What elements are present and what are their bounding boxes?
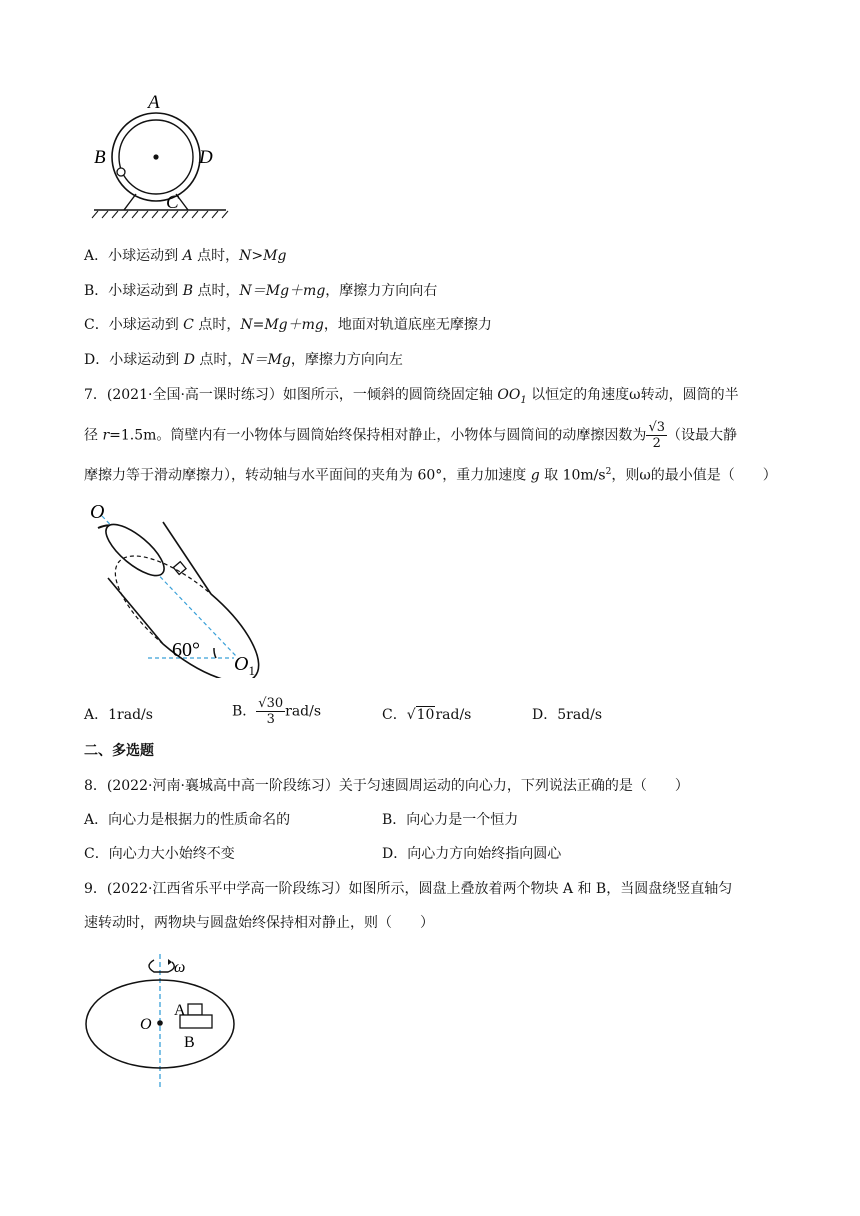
section-heading: 二、多选题: [84, 743, 154, 759]
q6-option-c: C．小球运动到 C 点时，N=Mg＋mg，地面对轨道底座无摩擦力: [84, 317, 492, 333]
label-O: O: [90, 501, 105, 523]
friction-coefficient-fraction: $\frac{√3}{2}$: [648, 420, 665, 451]
q7-option-b: B． $\frac{√30}{3}$ rad/s: [232, 696, 322, 727]
q7-stem-line1: 7．(2021·全国·高一课时练习）如图所示，一倾斜的圆筒绕固定轴 $OO_1$ 以恒定的角速度ω转动，圆筒的半: [84, 387, 739, 406]
angle-label: 60°: [172, 639, 200, 661]
q9-stem-line2: 速转动时，两物块与圆盘始终保持相对静止，则（ ）: [84, 915, 434, 931]
omega-label: ω: [174, 959, 186, 976]
label-O: O: [140, 1016, 152, 1033]
q6-option-d: D．小球运动到 D 点时，N＝Mg，摩擦力方向向左: [84, 352, 403, 368]
label-C: C: [166, 192, 179, 213]
q7-stem-line3: 摩擦力等于滑动摩擦力），转动轴与水平面间的夹角为 60°，重力加速度 g 取 $10m/s^2$，则ω的最小值是（ ）: [84, 467, 777, 484]
q8-option-a: A．向心力是根据力的性质命名的: [84, 812, 291, 828]
q7-stem-line2: 径 r=1.5m。筒壁内有一小物体与圆筒始终保持相对静止，小物体与圆筒间的动摩擦因数为 $\frac{√3}{2}$ （设最大静: [84, 420, 737, 451]
block-b-label: B: [184, 1034, 195, 1051]
q7-option-a: A．1rad/s: [84, 707, 153, 723]
inclined-cylinder-figure: [86, 498, 286, 678]
q8-option-c: C．向心力大小始终不变: [84, 846, 235, 862]
ring-track-figure: [86, 90, 236, 220]
q7-option-d: D．5rad/s: [532, 707, 603, 723]
q6-option-a: A．小球运动到 A 点时，N>Mg: [84, 248, 287, 264]
label-B: B: [94, 147, 106, 168]
label-A: A: [148, 92, 160, 113]
label-D: D: [199, 147, 213, 168]
block-a-label: A: [174, 1002, 186, 1019]
q8-option-d: D．向心力方向始终指向圆心: [382, 846, 562, 862]
rotating-disk-figure: [84, 948, 244, 1096]
q8-option-b: B．向心力是一个恒力: [382, 812, 519, 828]
q7-option-c: C．√10rad/s: [382, 707, 472, 723]
q8-stem: 8．(2022·河南·襄城高中高一阶段练习）关于匀速圆周运动的向心力，下列说法正确的是（ ）: [84, 778, 689, 794]
q6-option-b: B．小球运动到 B 点时，N＝Mg＋mg，摩擦力方向向右: [84, 283, 438, 299]
q9-stem-line1: 9．(2022·江西省乐平中学高一阶段练习）如图所示，圆盘上叠放着两个物块 A 和 B，当圆盘绕竖直轴匀: [84, 881, 733, 897]
label-O1: $O_1$: [234, 653, 255, 678]
